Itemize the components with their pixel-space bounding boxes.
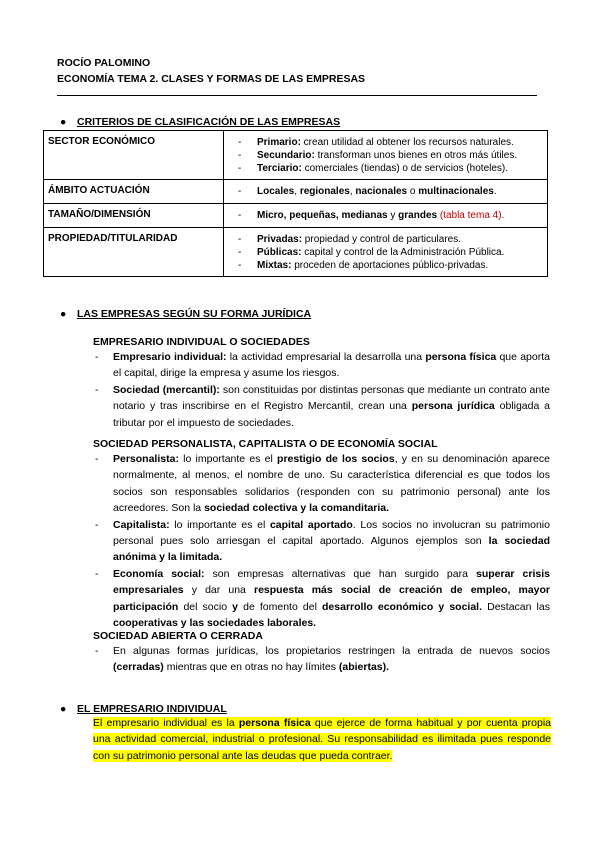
list-item: - Personalista: lo importante es el prestigio de los socios, y en su denominación aparece normalmente, al menos, el nombre de uno. Su característica diferencial es que todos los socios son responsables solidarios (responden con su patrimonio personal) ante los acreedores. Son la sociedad colectiva y la comanditaria. <box>95 453 550 515</box>
row-label: SECTOR ECONÓMICO <box>44 131 224 180</box>
bullet-icon: ● <box>60 116 67 128</box>
header-divider <box>57 95 537 96</box>
bullet-icon: ● <box>60 703 67 715</box>
document-title: ECONOMÍA TEMA 2. CLASES Y FORMAS DE LAS EMPRESAS <box>57 73 366 85</box>
table-row <box>44 228 548 277</box>
subsection-title: SOCIEDAD PERSONALISTA, CAPITALISTA O DE ECONOMÍA SOCIAL <box>93 438 438 450</box>
row-value: - Micro, pequeñas, medianas y grandes (tabla tema 4). <box>224 204 548 228</box>
list-item: - Empresario individual: la actividad empresarial la desarrolla una persona física que aporta el capital, dirige la empresa y asume los riesgos. <box>95 351 550 380</box>
row-label: ÁMBITO ACTUACIÓN <box>44 180 224 204</box>
row-value: - Locales, regionales, nacionales o multinacionales. <box>224 180 548 204</box>
list-item: - En algunas formas jurídicas, los propietarios restringen la entrada de nuevos socios (cerradas) mientras que en otras no hay límites (abiertas). <box>95 645 550 674</box>
subsection-body <box>95 643 550 676</box>
section-title-empresario-individual: ● EL EMPRESARIO INDIVIDUAL <box>60 703 227 715</box>
subsection-title: EMPRESARIO INDIVIDUAL O SOCIEDADES <box>93 336 310 348</box>
table-row <box>44 204 548 228</box>
bullet-icon: ● <box>60 308 67 320</box>
table-row <box>44 180 548 204</box>
list-item: - Economía social: son empresas alternativas que han surgido para superar crisis empresariales y dar una respuesta más social de creación de empleo, mayor participación del socio y de fomento del desarrollo económico y social. Destacan las cooperativas y las sociedades laborales. <box>95 567 550 630</box>
section-title-forma-juridica: ● LAS EMPRESAS SEGÚN SU FORMA JURÍDICA <box>60 308 312 320</box>
highlighted-paragraph: El empresario individual es la persona física que ejerce de forma habitual y por cuenta propia una actividad comercial, industrial o profesional. Su responsabilidad es ilimitada pues responde con su patrimonio personal ante las deudas que pueda contraer. <box>93 717 551 762</box>
list-item: - Sociedad (mercantil): son constituidas por distintas personas que mediante un contrato ante notario y tras inscribirse en el Registro Mercantil, crean una persona jurídica obligada a tributar por el impuesto de sociedades. <box>95 383 550 429</box>
row-label: PROPIEDAD/TITULARIDAD <box>44 228 224 277</box>
row-value: - Privadas: propiedad y control de particulares. - Públicas: capital y control de la Administración Pública. - Mixtas: proceden de aportaciones público-privadas. <box>224 228 548 277</box>
subsection-body <box>95 349 550 431</box>
row-value: - Primario: crean utilidad al obtener los recursos naturales. - Secundario: transforman unos bienes en otros más útiles. - Terciario: comerciales (tiendas) o de servicios (hoteles). <box>224 131 548 180</box>
subsection-title: SOCIEDAD ABIERTA O CERRADA <box>93 630 263 642</box>
row-label: TAMAÑO/DIMENSIÓN <box>44 204 224 228</box>
section-title-criterios: ● CRITERIOS DE CLASIFICACIÓN DE LAS EMPRESAS <box>60 116 341 128</box>
subsection-body <box>95 451 550 631</box>
criteria-table <box>43 130 548 277</box>
author-name: ROCÍO PALOMINO <box>57 57 151 69</box>
list-item: - Capitalista: lo importante es el capital aportado. Los socios no involucran su patrimonio personal pues solo arriesgan el capital aportado. Algunos ejemplos son la sociedad anónima y la limitada. <box>95 518 550 564</box>
table-row <box>44 131 548 180</box>
